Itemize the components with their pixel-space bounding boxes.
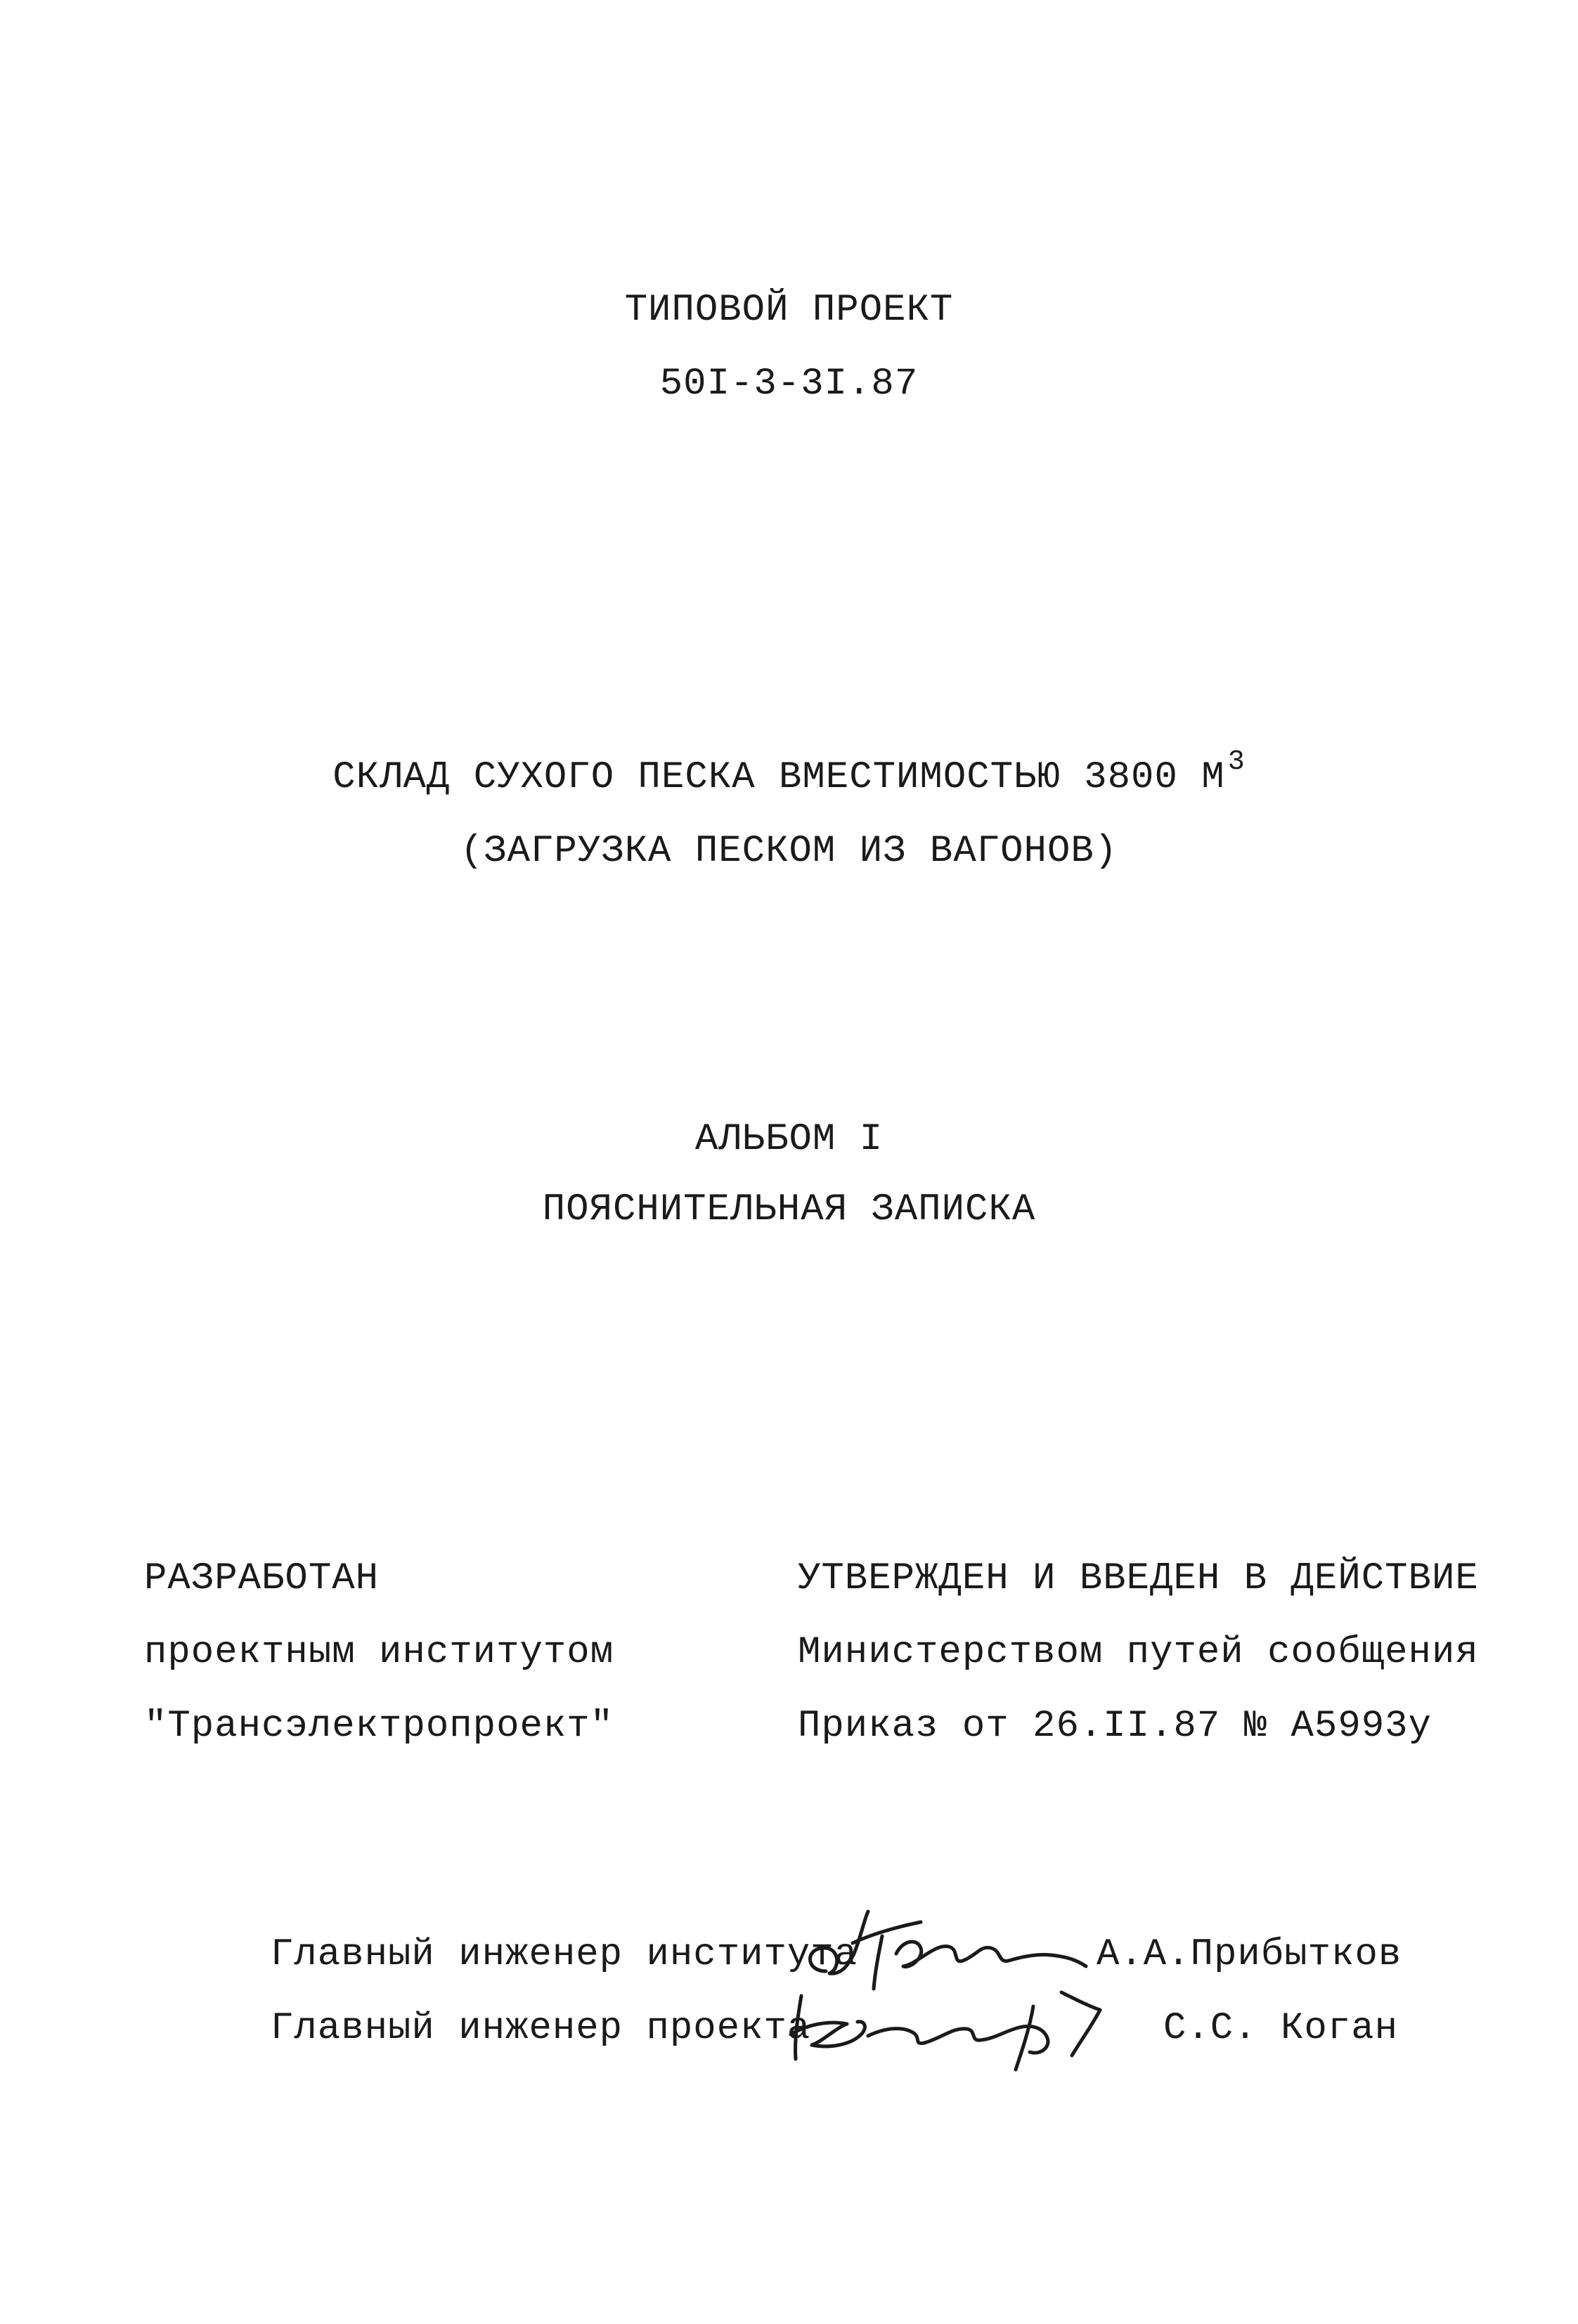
signature-role-2: Главный инженер проекта <box>271 2007 811 2050</box>
order-line: Приказ от 26.II.87 № А5993у <box>798 1705 1432 1748</box>
signature-name-2: С.С. Коган <box>1163 2007 1399 2050</box>
album-number: АЛЬБОМ I <box>694 1118 884 1161</box>
album-title: ПОЯСНИТЕЛЬНАЯ ЗАПИСКА <box>542 1188 1036 1231</box>
signature-role-1: Главный инженер института <box>271 1933 858 1976</box>
developer-name: "Трансэлектропроект" <box>144 1705 614 1748</box>
signature-mark-2 <box>780 1978 1146 2073</box>
approved-heading: УТВЕРЖДЕН И ВВЕДЕН В ДЕЙСТВИЕ <box>798 1557 1479 1600</box>
developed-heading: РАЗРАБОТАН <box>144 1557 380 1600</box>
document-title <box>0 746 1578 799</box>
title-superscript: 3 <box>1227 746 1246 778</box>
document-type: ТИПОВОЙ ПРОЕКТ <box>624 289 954 332</box>
title-text: СКЛАД СУХОГО ПЕСКА ВМЕСТИМОСТЬЮ 3800 М <box>332 756 1225 799</box>
approved-by-line: Министерством путей сообщения <box>798 1631 1479 1674</box>
developed-by-line: проектным институтом <box>144 1631 614 1674</box>
document-subtitle: (ЗАГРУЗКА ПЕСКОМ ИЗ ВАГОНОВ) <box>460 830 1118 873</box>
signature-name-1: А.А.Прибытков <box>1097 1933 1402 1976</box>
project-number: 50I-3-3I.87 <box>659 363 919 405</box>
